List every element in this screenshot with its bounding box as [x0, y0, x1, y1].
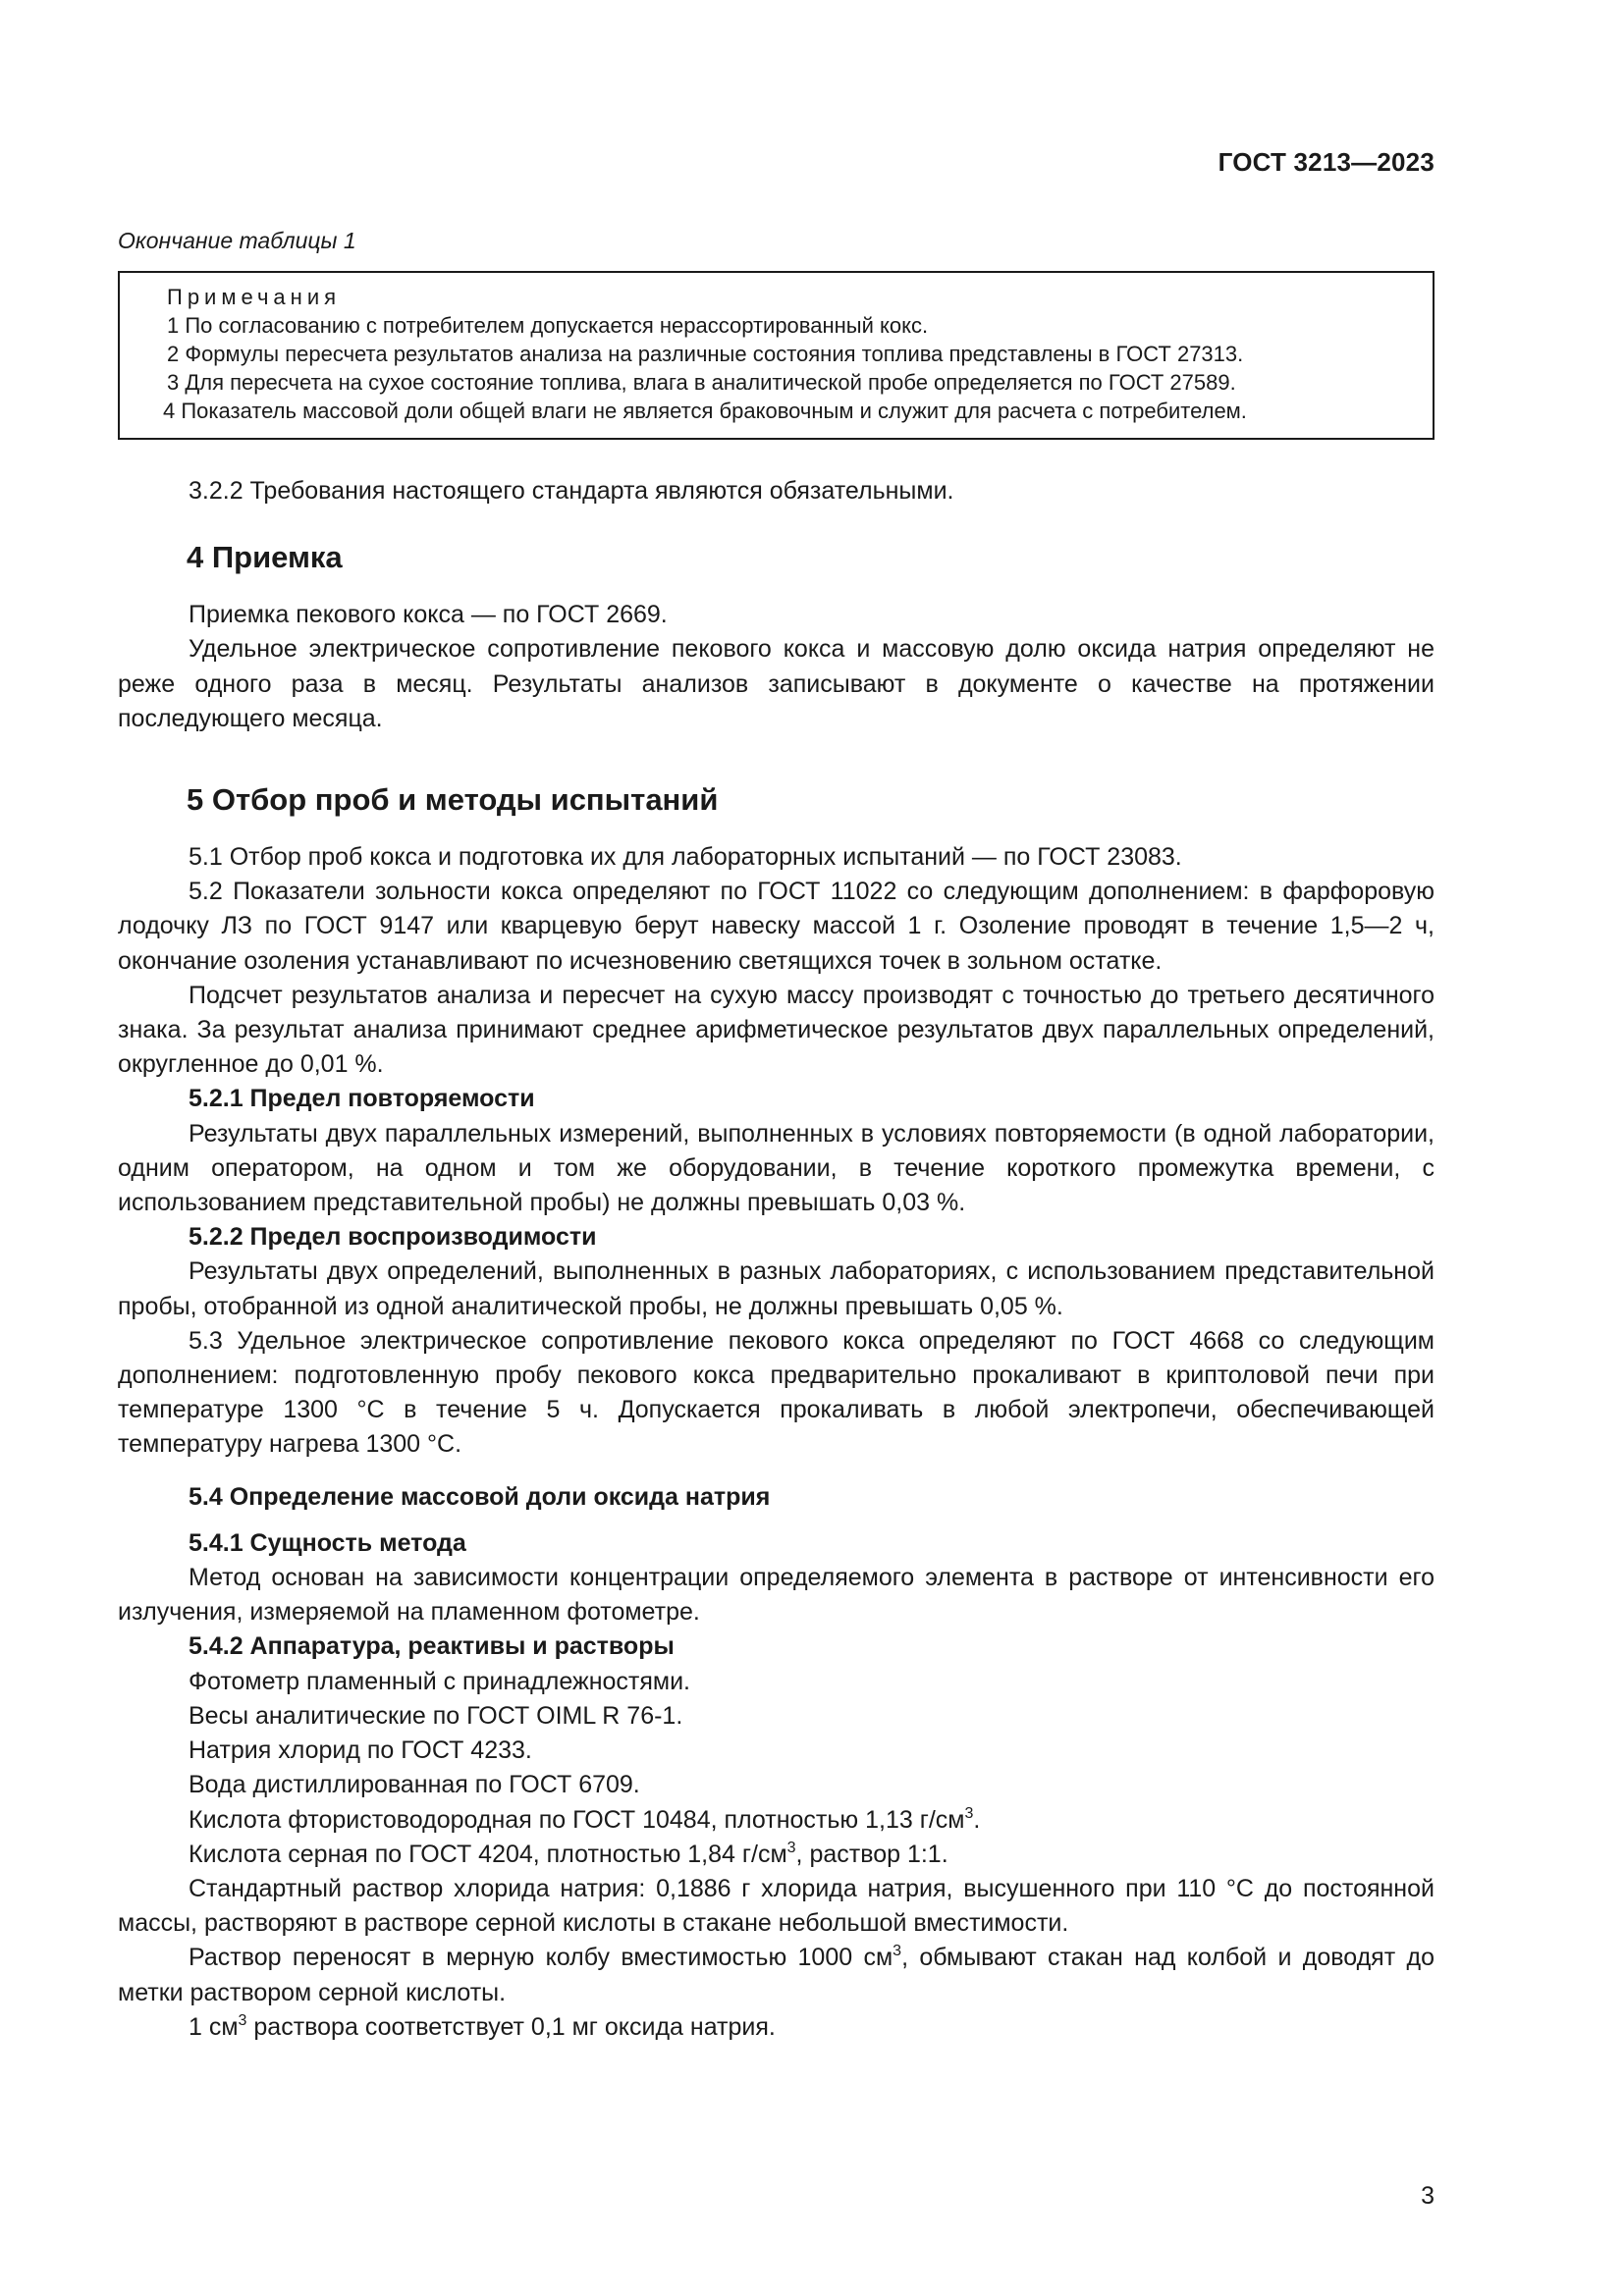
superscript: 3 — [238, 2011, 247, 2029]
list-item: Фотометр пламенный с принадлежностями. — [189, 1667, 690, 1695]
page-number: 3 — [1421, 2182, 1435, 2210]
subsection-5-4-2-heading: 5.4.2 Аппаратура, реактивы и растворы — [189, 1632, 675, 1661]
list-item — [118, 1803, 1435, 1838]
text-segment: , раствор 1:1. — [795, 1840, 948, 1868]
list-item: Вода дистиллированная по ГОСТ 6709. — [189, 1771, 640, 1799]
subsection-5-2-1-heading: 5.2.1 Предел повторяемости — [189, 1085, 535, 1113]
notes-title: Примечания — [167, 285, 342, 309]
paragraph: Стандартный раствор хлорида натрия: 0,1886 г хлорида натрия, высушенного при 110 °С до постоянной массы, растворяют в растворе серной кислоты в стакане небольшой вместимости. — [118, 1874, 1435, 1938]
paragraph: Результаты двух определений, выполненных в разных лабораториях, с использованием представительной пробы, отобранной из одной аналитической пробы, не должны превышать 0,05 %. — [118, 1257, 1435, 1320]
paragraph: Метод основан на зависимости концентрации определяемого элемента в растворе от интенсивности его излучения, измеряемой на пламенном фотометре. — [118, 1564, 1435, 1627]
paragraph-5-3: 5.3 Удельное электрическое сопротивление пекового кокса определяют по ГОСТ 4668 со следующим дополнением: подготовленную пробу пекового кокса предварительно прокаливают в криптоловой печи при температуре 1300 °С в течение 5 ч. Допускается прокаливать в любой электропечи, обеспечивающей температуру нагрева 1300 °С. — [118, 1326, 1435, 1459]
subsection-5-2-2-heading: 5.2.2 Предел воспроизводимости — [189, 1223, 597, 1252]
list-item: Весы аналитические по ГОСТ OIML R 76-1. — [189, 1701, 683, 1730]
paragraph: Результаты двух параллельных измерений, выполненных в условиях повторяемости (в одной лаборатории, одним оператором, на одном и том же оборудовании, в течение короткого промежутка времени, с использованием представительной пробы) не должны превышать 0,03 %. — [118, 1119, 1435, 1217]
paragraph-5-2: 5.2 Показатели зольности кокса определяют по ГОСТ 11022 со следующим дополнением: в фарфоровую лодочку ЛЗ по ГОСТ 9147 или кварцевую берут навеску массой 1 г. Озоление проводят в течение 1,5—2 ч, окончание озоления устанавливают по исчезновению светящихся точек в зольном остатке. — [118, 878, 1435, 975]
paragraph — [118, 2010, 1435, 2045]
subsection-5-4-heading: 5.4 Определение массовой доли оксида натрия — [189, 1482, 771, 1511]
paragraph — [118, 1941, 1435, 2009]
list-item — [118, 1838, 1435, 1872]
document-body — [118, 474, 1435, 2045]
text-segment: Раствор переносят в мерную колбу вместимостью 1000 см — [189, 1944, 893, 1972]
notes-box — [118, 271, 1435, 440]
list-item: Натрия хлорид по ГОСТ 4233. — [189, 1736, 532, 1765]
paragraph: Подсчет результатов анализа и пересчет на сухую массу производят с точностью до третьего десятичного знака. За результат анализа принимают среднее арифметическое результатов двух параллельных определений, округленное до 0,01 %. — [118, 981, 1435, 1079]
text-segment: . — [973, 1805, 981, 1834]
paragraph: Удельное электрическое сопротивление пекового кокса и массовую долю оксида натрия определяют не реже одного раза в месяц. Результаты анализов записывают в документе о качестве на протяжении последующего месяца. — [118, 635, 1435, 732]
superscript: 3 — [786, 1839, 796, 1856]
table-continuation-caption: Окончание таблицы 1 — [118, 228, 356, 253]
text-segment: 1 см — [189, 2012, 239, 2041]
paragraph: Приемка пекового кокса — по ГОСТ 2669. — [189, 601, 668, 629]
section-4-heading: 4 Приемка — [187, 540, 343, 575]
superscript: 3 — [893, 1943, 902, 1960]
section-5-heading: 5 Отбор проб и методы испытаний — [187, 782, 719, 818]
paragraph-5-1: 5.1 Отбор проб кокса и подготовка их для лабораторных испытаний — по ГОСТ 23083. — [189, 843, 1182, 872]
text-segment: , обмывают стакан над колбой и доводят до метки раствором серной кислоты. — [118, 1944, 1435, 2006]
text-segment: раствора соответствует 0,1 мг оксида натрия. — [246, 2012, 776, 2041]
note-item: 4 Показатель массовой доли общей влаги не является браковочным и служит для расчета с потребителем. — [163, 399, 1247, 423]
note-item: 1 По согласованию с потребителем допускается нерассортированный кокс. — [167, 313, 929, 338]
document-code: ГОСТ 3213—2023 — [1218, 147, 1435, 177]
note-item: 3 Для пересчета на сухое состояние топлива, влага в аналитической пробе определяется по ГОСТ 27589. — [167, 370, 1236, 395]
text-segment: Кислота серная по ГОСТ 4204, плотностью 1,84 г/см — [189, 1840, 787, 1868]
note-item: 2 Формулы пересчета результатов анализа на различные состояния топлива представлены в ГОСТ 27313. — [167, 342, 1244, 366]
superscript: 3 — [964, 1804, 974, 1822]
subsection-5-4-1-heading: 5.4.1 Сущность метода — [189, 1528, 466, 1557]
text-segment: Кислота фтористоводородная по ГОСТ 10484, плотностью 1,13 г/см — [189, 1805, 965, 1834]
paragraph-3-2-2: 3.2.2 Требования настоящего стандарта являются обязательными. — [189, 477, 954, 505]
